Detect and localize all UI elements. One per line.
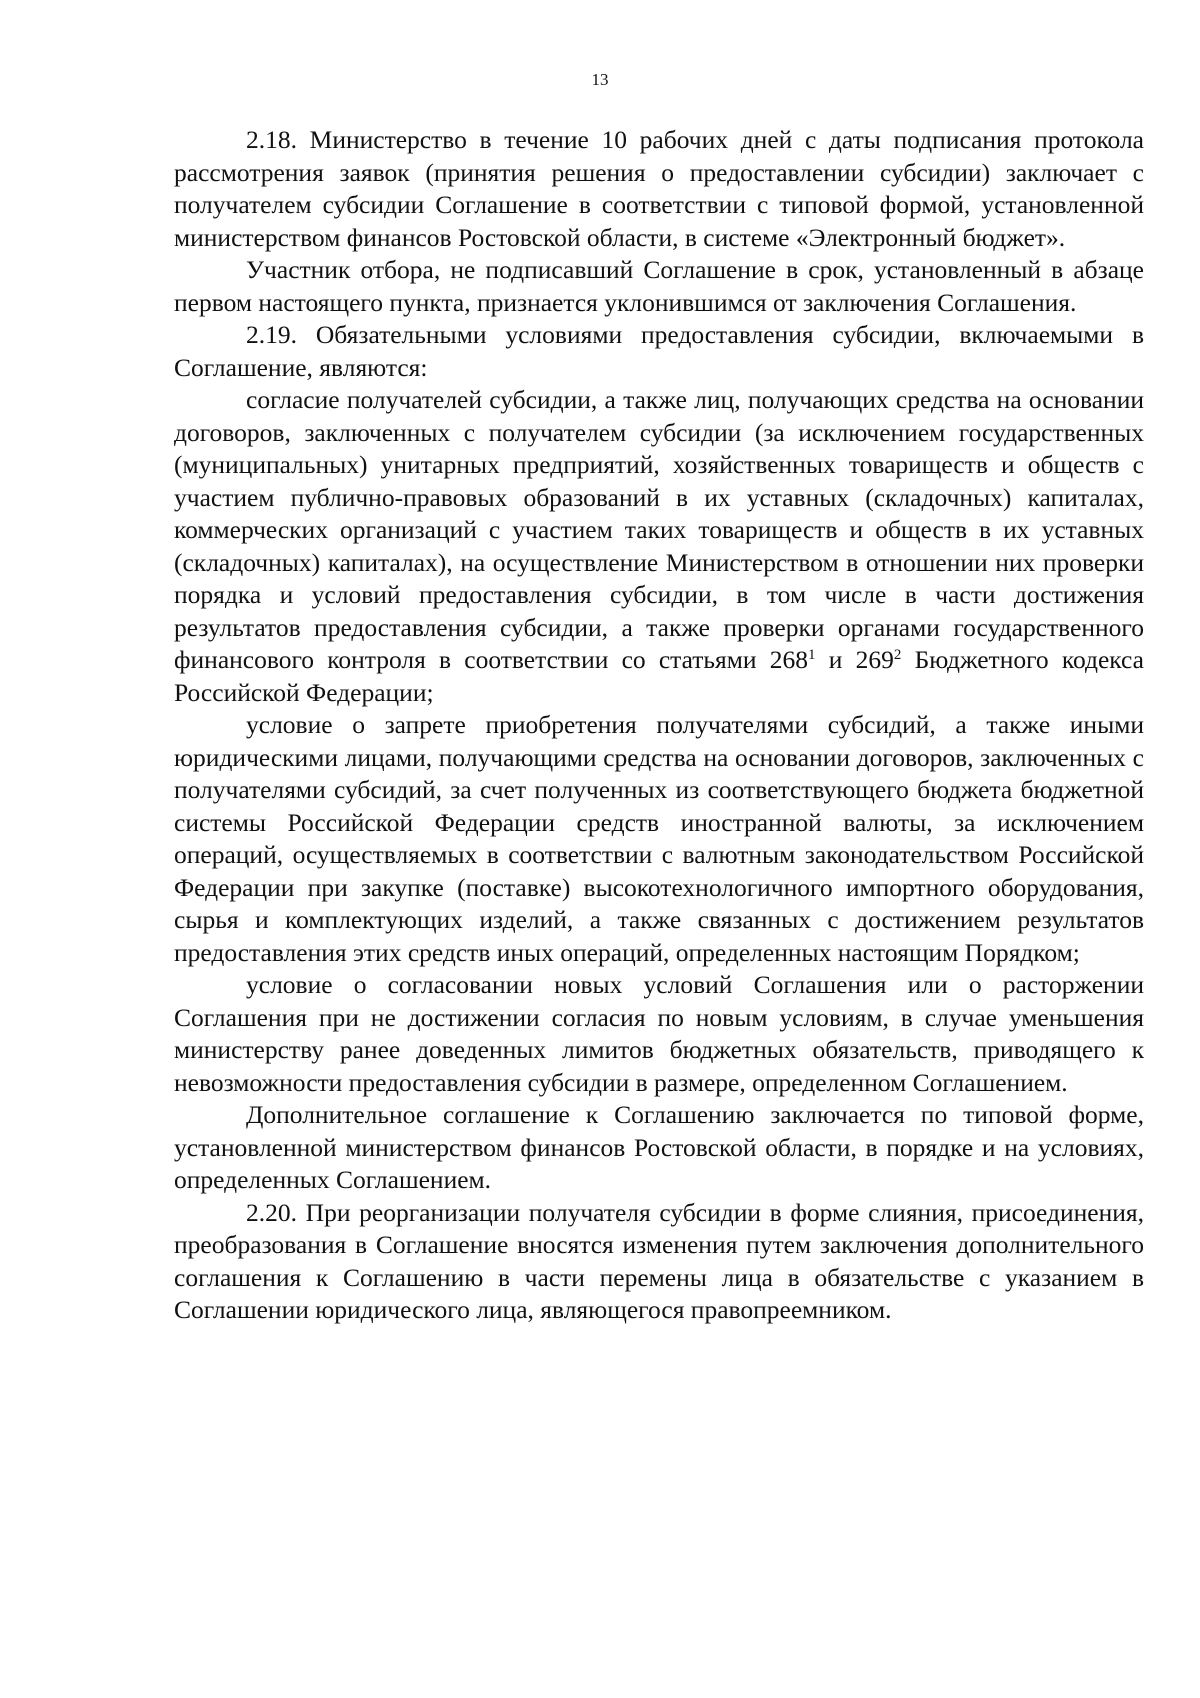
- paragraph-2-19: 2.19. Обязательными условиями предоставления субсидии, включаемыми в Соглашение, являются:: [174, 320, 1144, 382]
- paragraph-2-20: 2.20. При реорганизации получателя субсидии в форме слияния, присоединения, преобразования в Соглашение вносятся изменения путем заключения дополнительного соглашения к Соглашению в части перемены лица в обязательстве с указанием в Соглашении юридического лица, являющегося правопреемником.: [174, 1197, 1144, 1324]
- paragraph-2-18: 2.18. Министерство в течение 10 рабочих дней с даты подписания протокола рассмотрения заявок (принятия решения о предоставлении субсидии) заключает с получателем субсидии Соглашение в соответствии с типовой формой, установленной министерством финансов Ростовской области, в системе «Электронный бюджет».: [174, 125, 1144, 252]
- paragraph-additional-agreement: Дополнительное соглашение к Соглашению заключается по типовой форме, установленной министерством финансов Ростовской области, в порядке и на условиях, определенных Соглашением.: [174, 1100, 1144, 1194]
- consent-text-start: согласие получателей субсидии, а также лиц, получающих средства на основании договоров, заключенных с получателем субсидии (за исключением государственных (муниципальных) унитарных предприятий, хозяйственных товариществ и обществ с участием публично-правовых образований в их уставных (складочных) капиталах, коммерческих организаций с участием таких товариществ и обществ в их уставных (складочных) капиталах), на осуществление Министерством в отношении них проверки порядка и условий предоставления субсидии, в том числе в части достижения результатов предоставления субсидии, а также проверки органами государственного финансового контроля в соответствии со статьями 268: [174, 385, 1144, 674]
- consent-text-middle: и 269: [815, 645, 894, 674]
- superscript-article-268: 1: [808, 647, 816, 663]
- paragraph-consent-condition: [174, 384, 1144, 709]
- paragraph-new-terms-condition: условие о согласовании новых условий Соглашения или о расторжении Соглашения при не достижении согласия по новым условиям, в случае уменьшения министерству ранее доведенных лимитов бюджетных обязательств, приводящего к невозможности предоставления субсидии в размере, определенном Соглашением.: [174, 970, 1144, 1097]
- superscript-article-269: 2: [893, 647, 902, 663]
- paragraph-currency-condition: условие о запрете приобретения получателями субсидий, а также иными юридическими лицами, получающими средства на основании договоров, заключенных с получателями субсидий, за счет полученных из соответствующего бюджета бюджетной системы Российской Федерации средств иностранной валюты, за исключением операций, осуществляемых в соответствии с валютным законодательством Российской Федерации при закупке (поставке) высокотехнологичного импортного оборудования, сырья и комплектующих изделий, а также связанных с достижением результатов предоставления этих средств иных операций, определенных настоящим Порядком;: [174, 710, 1144, 967]
- page-number: 13: [591, 70, 609, 89]
- document-body: [174, 124, 1144, 1327]
- consent-text-end: Бюджетного кодекса Российской Федерации;: [174, 645, 1144, 707]
- paragraph-evasion: Участник отбора, не подписавший Соглашение в срок, установленный в абзаце первом настоящего пункта, признается уклонившимся от заключения Соглашения.: [174, 255, 1144, 317]
